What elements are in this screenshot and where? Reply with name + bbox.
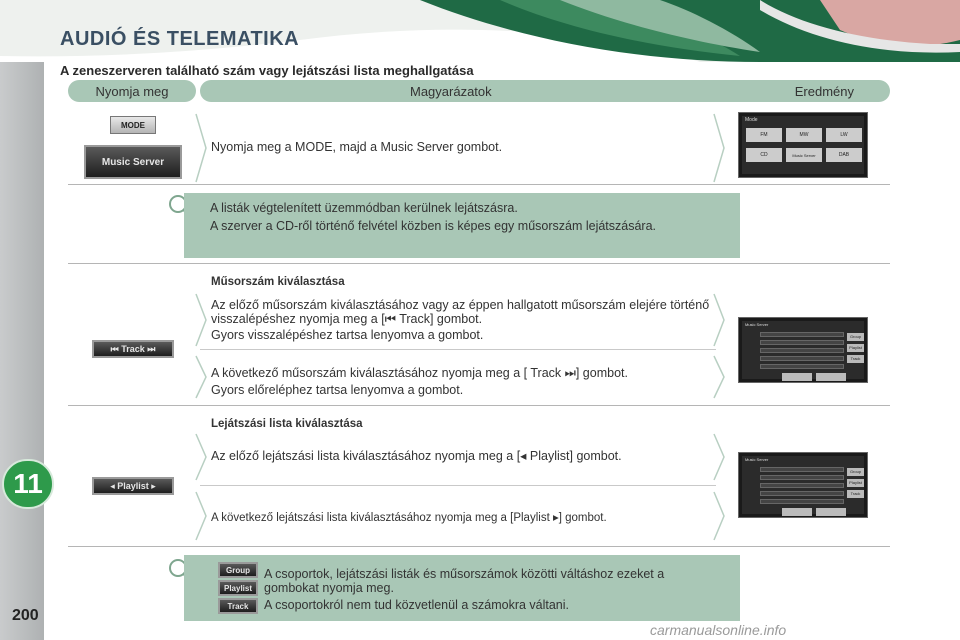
watermark: carmanualsonline.info <box>650 622 787 638</box>
playlist-screen-screenshot <box>738 452 868 518</box>
screen-side-button: Group <box>847 468 864 476</box>
left-chevron-icon <box>194 432 208 482</box>
screen-side-button: Track <box>847 490 864 498</box>
column-header-explanation <box>200 80 890 102</box>
mode-screen-button: LW <box>826 128 862 142</box>
row-separator <box>68 405 890 406</box>
mode-screen-screenshot <box>738 112 868 178</box>
left-margin-band <box>0 62 44 640</box>
left-chevron-icon <box>194 490 208 542</box>
mode-screen-button: CD <box>746 148 782 162</box>
section-heading: A zeneszerveren található szám vagy lejátszási lista meghallgatása <box>60 63 474 78</box>
chapter-tab: 11 <box>2 459 54 509</box>
right-chevron-icon <box>712 112 726 184</box>
track-screen-source: Music Server <box>745 322 769 327</box>
mode-screen-button: Music Server <box>786 148 822 162</box>
column-press-label: Nyomja meg <box>95 83 169 99</box>
playlist-small-button-image: Playlist <box>218 580 258 596</box>
note-box-switching <box>184 555 740 621</box>
mode-screen-button: FM <box>746 128 782 142</box>
right-chevron-icon <box>712 292 726 348</box>
track-small-button-image: Track <box>218 598 258 614</box>
column-explanation-label: Magyarázatok <box>410 83 492 99</box>
inner-separator <box>200 485 716 486</box>
left-chevron-icon <box>194 112 208 184</box>
row-separator <box>68 546 890 547</box>
mode-screen-button: MW <box>786 128 822 142</box>
note1-line1: A listák végtelenített üzemmódban kerülnek lejátszásra. <box>210 201 518 215</box>
mode-button-image: MODE <box>110 116 156 134</box>
track-prev-instruction: Az előző műsorszám kiválasztásához vagy az éppen hallgatott műsorszám elejére történő visszalépéshez nyomja meg a [⏮ Track] gombot. <box>211 298 710 326</box>
track-prev-hold: Gyors visszalépéshez tartsa lenyomva a gombot. <box>211 328 484 342</box>
playlist-prev-instruction: Az előző lejátszási lista kiválasztásához nyomja meg a [◂ Playlist] gombot. <box>211 449 622 463</box>
track-screen-screenshot <box>738 317 868 383</box>
playlist-section-title: Lejátszási lista kiválasztása <box>211 418 363 430</box>
track-next-hold: Gyors előreléphez tartsa lenyomva a gombot. <box>211 383 464 397</box>
left-chevron-icon <box>194 354 208 400</box>
screen-side-button: Playlist <box>847 479 864 487</box>
note1-line2: A szerver a CD-ről történő felvétel közben is képes egy műsorszám lejátszására. <box>210 219 657 233</box>
screen-side-button: Group <box>847 333 864 341</box>
inner-separator <box>200 349 716 350</box>
row-separator <box>68 263 890 264</box>
right-chevron-icon <box>712 432 726 482</box>
playlist-button-image: ◂ Playlist ▸ <box>92 477 174 495</box>
note-box-playback <box>184 193 740 258</box>
screen-side-button: Playlist <box>847 344 864 352</box>
track-next-instruction: A következő műsorszám kiválasztásához nyomja meg a [ Track ⏭] gombot. <box>211 366 628 380</box>
note2-line2: A csoportokról nem tud közvetlenül a számokra váltani. <box>264 598 570 612</box>
mode-screen-button: DAB <box>826 148 862 162</box>
right-chevron-icon <box>712 354 726 400</box>
group-button-image: Group <box>218 562 258 578</box>
track-section-title: Műsorszám kiválasztása <box>211 276 345 288</box>
music-server-button-image: Music Server <box>84 145 182 179</box>
track-button-image: ⏮ Track ⏭ <box>92 340 174 358</box>
left-chevron-icon <box>194 292 208 348</box>
playlist-screen-source: Music Server <box>745 457 769 462</box>
column-header-press <box>68 80 196 102</box>
column-result-label: Eredmény <box>794 83 854 99</box>
playlist-next-instruction: A következő lejátszási lista kiválasztásához nyomja meg a [Playlist ▸] gombot. <box>211 512 607 524</box>
screen-side-button: Track <box>847 355 864 363</box>
right-chevron-icon <box>712 490 726 542</box>
row-separator <box>68 184 890 185</box>
mode-screen-title: Mode <box>745 117 758 123</box>
row1-instruction: Nyomja meg a MODE, majd a Music Server gombot. <box>211 140 503 154</box>
note2-line1: A csoportok, lejátszási listák és műsorszámok közötti váltáshoz ezeket a gombokat nyomja meg. <box>264 567 665 595</box>
page-number: 200 <box>12 607 39 624</box>
chapter-title: AUDIÓ ÉS TELEMATIKA <box>60 28 300 50</box>
